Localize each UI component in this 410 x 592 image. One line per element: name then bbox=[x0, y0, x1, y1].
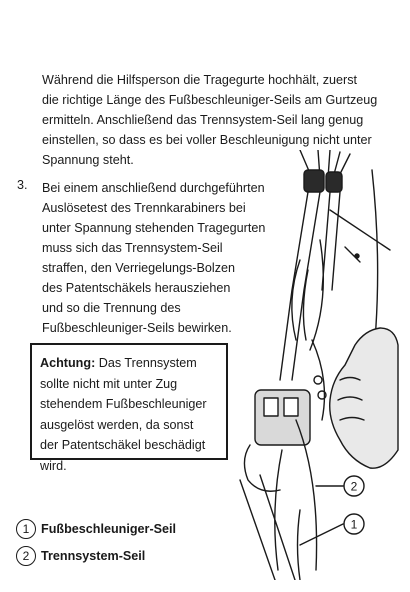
warning-heading: Achtung: bbox=[40, 356, 96, 370]
callout-2-number: 2 bbox=[350, 479, 358, 494]
callout-1-number: 1 bbox=[350, 517, 358, 532]
step-line: unter Spannung stehenden Tragegurten bbox=[42, 221, 266, 235]
step-line: Bei einem anschließend durchgeführten bbox=[42, 181, 265, 195]
step-line: Auslösetest des Trennkarabiners bei bbox=[42, 201, 246, 215]
warning-line: der Patentschäkel beschädigt bbox=[40, 438, 206, 452]
legend-item bbox=[16, 519, 176, 539]
step-line: muss sich das Trennsystem-Seil bbox=[42, 241, 223, 255]
warning-box bbox=[30, 343, 228, 473]
warning-text: Das Trennsystem bbox=[95, 356, 197, 370]
legend-number: 1 bbox=[16, 519, 36, 539]
step-line: straffen, den Verriegelungs-Bolzen bbox=[42, 261, 235, 275]
intro-line: einstellen, so dass es bei voller Beschleunigung nicht unter bbox=[42, 133, 372, 147]
step-line: des Patentschäkels herausziehen bbox=[42, 281, 231, 295]
step-line: und so die Trennung des bbox=[42, 301, 181, 315]
intro-line: Während die Hilfsperson die Tragegurte hochhält, zuerst bbox=[42, 73, 358, 87]
step-line: Fußbeschleuniger-Seils bewirken. bbox=[42, 321, 232, 335]
legend-label: Fußbeschleuniger-Seil bbox=[41, 522, 177, 536]
intro-line: Spannung steht. bbox=[42, 153, 134, 167]
warning-line: wird. bbox=[40, 458, 67, 473]
legend-label: Trennsystem-Seil bbox=[41, 549, 146, 563]
warning-line: sollte nicht mit unter Zug bbox=[40, 376, 178, 391]
warning-line: ausgelöst werden, da sonst bbox=[40, 417, 194, 432]
callout-2 bbox=[344, 476, 364, 496]
intro-line: die richtige Länge des Fußbeschleuniger-Seils am Gurtzeug bbox=[42, 93, 378, 107]
legend-number: 2 bbox=[16, 546, 36, 566]
step-number: 3. bbox=[17, 178, 28, 192]
warning-first-line bbox=[40, 353, 218, 374]
harness-illustration bbox=[200, 150, 400, 580]
intro-line: ermitteln. Anschließend das Trennsystem-Seil lang genug bbox=[42, 113, 364, 127]
legend-item bbox=[16, 546, 145, 566]
callout-1 bbox=[344, 514, 364, 534]
warning-line: stehendem Fußbeschleuniger bbox=[40, 397, 207, 411]
